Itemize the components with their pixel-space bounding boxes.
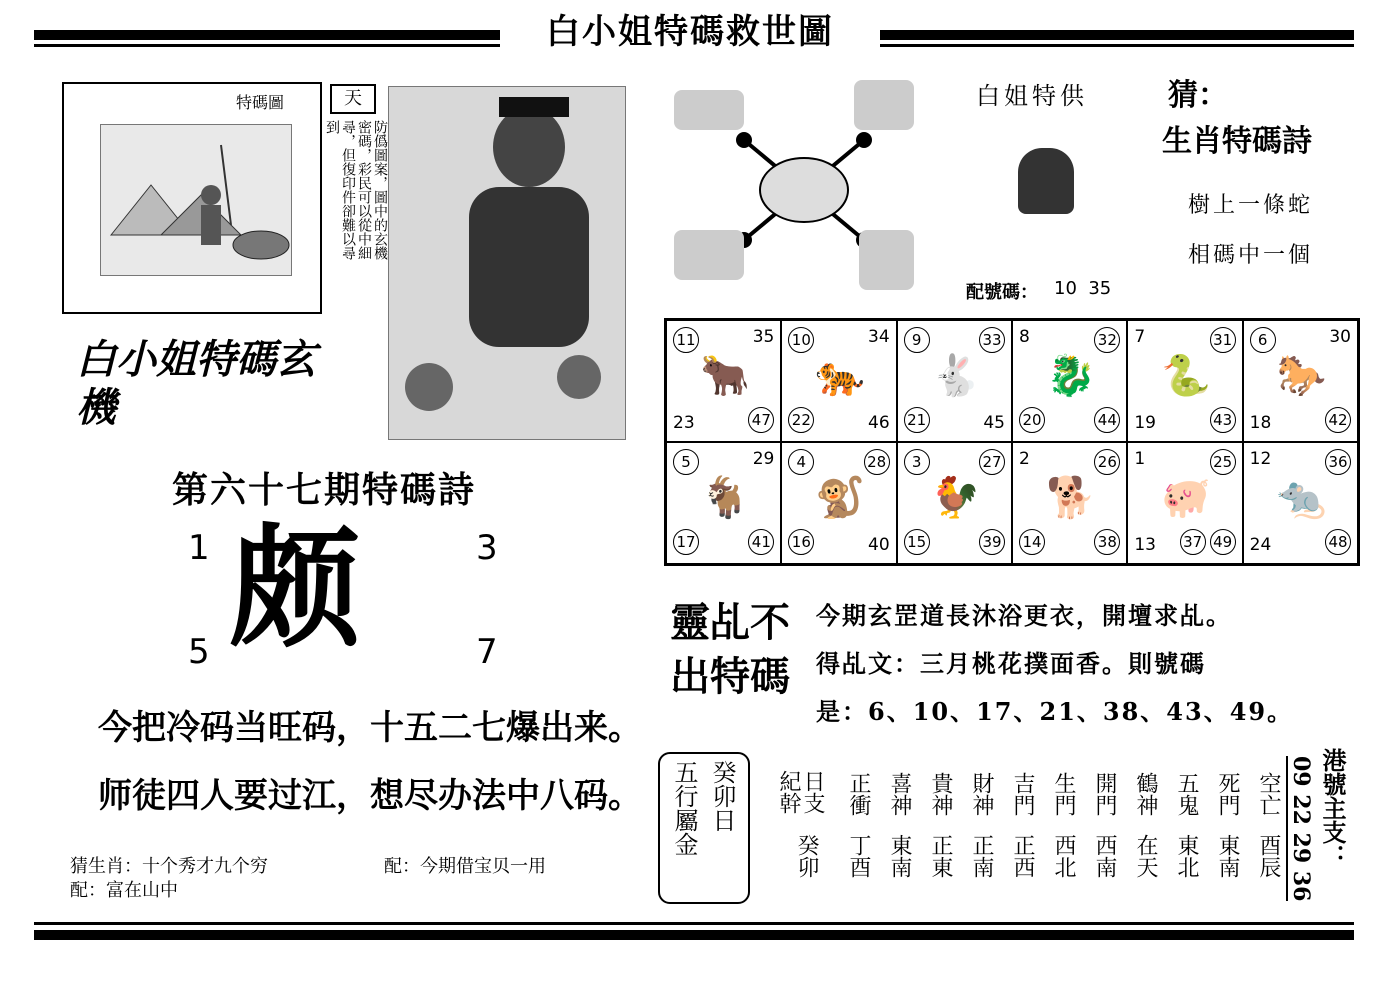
- gods-direction: 丁酉: [846, 834, 871, 878]
- gods-name: 正衝: [846, 772, 871, 816]
- gods-name: 開門: [1092, 772, 1117, 816]
- zodiac-number: 47: [748, 407, 774, 433]
- zodiac-number: 40: [868, 535, 890, 555]
- guess-pair-line: 配：今期借宝贝一用: [384, 856, 546, 877]
- footer-bar-thick: [34, 930, 1354, 940]
- picture-label: 特碼圖: [236, 93, 285, 112]
- zodiac-cell: [1243, 320, 1358, 442]
- zodiac-cell: [666, 320, 781, 442]
- page-title: 白小姐特碼救世圖: [500, 8, 880, 56]
- corner-number-1: 1: [188, 528, 210, 568]
- dragon-icon: 🐉: [1046, 353, 1096, 399]
- gods-column: [1213, 764, 1243, 878]
- zodiac-cell: [666, 442, 781, 564]
- gods-name: 財神: [969, 772, 994, 816]
- zodiac-number: 4: [788, 449, 814, 475]
- zodiac-number: 41: [748, 529, 774, 555]
- corner-number-7: 7: [476, 632, 498, 672]
- zodiac-cross-diagram: [664, 80, 924, 300]
- gods-name: 貴神: [928, 772, 953, 816]
- zodiac-cell: [1012, 320, 1127, 442]
- cross-lines-icon: [664, 80, 924, 300]
- verse-line-1: 樹上一條蛇: [1188, 193, 1314, 218]
- gods-column: [1131, 764, 1161, 878]
- zodiac-number: 10: [788, 327, 814, 353]
- snake-icon: 🐍: [1161, 353, 1212, 399]
- zodiac-number: 34: [868, 327, 890, 347]
- pair-number-label: 配號碼：: [966, 282, 1038, 303]
- issue-title: 第六十七期特碼詩: [172, 469, 477, 511]
- corner-number-5: 5: [188, 632, 210, 672]
- guess-label: 猜：: [1168, 78, 1228, 113]
- zodiac-cell: [897, 442, 1012, 564]
- gods-name: 五鬼: [1174, 772, 1199, 816]
- gods-column: [844, 764, 874, 878]
- gods-direction: 正西: [1010, 834, 1035, 878]
- hk-numbers: 09 22 29 36: [1288, 756, 1314, 902]
- hk-label: 港號主支：: [1318, 748, 1347, 868]
- calendar-label-bottom: 日支: [800, 770, 825, 814]
- zodiac-cell: [1127, 320, 1242, 442]
- landscape-illustration: [100, 124, 292, 276]
- gods-column: [1254, 764, 1284, 878]
- tiger-icon: 🐅: [815, 353, 866, 399]
- notice-box: [330, 84, 376, 114]
- zodiac-number: 45: [983, 413, 1005, 433]
- gods-name: 生門: [1051, 772, 1076, 816]
- zodiac-number: 46: [868, 413, 890, 433]
- info-line-3: 是：6、10、17、21、38、43、49。: [816, 697, 1294, 726]
- verse-line-2: 相碼中一個: [1188, 243, 1314, 268]
- goat-icon: 🐐: [700, 475, 750, 521]
- zodiac-number: 32: [1094, 327, 1120, 353]
- zodiac-number: 25: [1210, 449, 1236, 475]
- zodiac-number: 26: [1094, 449, 1120, 475]
- zodiac-number: 20: [1019, 407, 1045, 433]
- zodiac-number: 11: [673, 327, 699, 353]
- anti-copy-notice: 防僞圖案，圖中的玄機密碼，彩民可以從中細尋，但復印件卻難以尋到: [324, 120, 388, 260]
- picture-frame: [62, 82, 322, 314]
- day-box: [658, 752, 750, 904]
- zodiac-number: 13: [1134, 535, 1156, 555]
- zodiac-number: 42: [1325, 407, 1351, 433]
- calendar-label-top: 紀幹: [776, 770, 801, 814]
- zodiac-number: 37: [1180, 529, 1206, 555]
- zodiac-number: 12: [1249, 449, 1272, 469]
- poem-line-1: 今把冷码当旺码，十五二七爆出来。: [98, 708, 642, 748]
- zodiac-number: 24: [1249, 535, 1272, 555]
- zodiac-number: 23: [673, 413, 695, 433]
- zodiac-number: 39: [979, 529, 1005, 555]
- zodiac-number: 7: [1134, 327, 1146, 347]
- guess-zodiac-line: 猜生肖：十个秀才九个穷: [70, 856, 268, 877]
- zodiac-cell: [1243, 442, 1358, 564]
- guess-pair-line-2: 配：富在山中: [70, 880, 178, 901]
- zodiac-number: 17: [673, 529, 699, 555]
- dog-icon: 🐕: [1046, 475, 1096, 521]
- zodiac-number: 43: [1210, 407, 1236, 433]
- zodiac-number: 15: [904, 529, 930, 555]
- gods-column: [1172, 764, 1202, 878]
- gods-name: 空亡: [1256, 772, 1281, 816]
- pig-icon: 🐖: [1161, 475, 1212, 521]
- ox-icon: 🐂: [700, 353, 750, 399]
- zodiac-number: 29: [752, 449, 775, 469]
- zodiac-number: 35: [752, 327, 775, 347]
- supplier-label: 白姐特供: [976, 82, 1088, 110]
- monkey-illustration-icon: [1018, 148, 1074, 214]
- horse-icon: 🐎: [1276, 353, 1327, 399]
- zodiac-number: 2: [1019, 449, 1030, 469]
- gods-name: 喜神: [887, 772, 912, 816]
- footer-bar-thin: [34, 922, 1354, 925]
- zodiac-number: 31: [1210, 327, 1236, 353]
- zodiac-number: 6: [1250, 327, 1276, 353]
- zodiac-cell: [1012, 442, 1127, 564]
- zodiac-number: 9: [904, 327, 930, 353]
- day-text: 癸卯日: [708, 760, 736, 832]
- gods-column: [885, 764, 915, 878]
- gods-column: [926, 764, 956, 878]
- gods-column: [1090, 764, 1120, 878]
- gods-column: [1008, 764, 1038, 878]
- zodiac-number: 3: [904, 449, 930, 475]
- pair-numbers: 10 35: [1054, 278, 1112, 299]
- gods-direction: 西北: [1051, 834, 1076, 878]
- zodiac-cell: [781, 442, 896, 564]
- zodiac-number: 14: [1019, 529, 1045, 555]
- monkey-icon: 🐒: [815, 475, 866, 521]
- zodiac-poem-title: 生肖特碼詩: [1162, 124, 1312, 159]
- gods-direction: 西南: [1092, 834, 1117, 878]
- gods-table: [844, 764, 1284, 878]
- five-elements-text: 五行屬金: [670, 760, 698, 856]
- rat-icon: 🐀: [1276, 475, 1327, 521]
- zodiac-number: 48: [1325, 529, 1351, 555]
- zodiac-number: 16: [788, 529, 814, 555]
- gods-name: 吉門: [1010, 772, 1035, 816]
- gods-column: [1049, 764, 1079, 878]
- zodiac-cell: [781, 320, 896, 442]
- zodiac-number: 30: [1329, 327, 1351, 347]
- info-line-2: 得乩文：三月桃花撲面香。則號碼: [816, 649, 1206, 678]
- gods-direction: 正南: [969, 834, 994, 878]
- zodiac-cell: [897, 320, 1012, 442]
- zodiac-number: 44: [1094, 407, 1120, 433]
- zodiac-cell: [1127, 442, 1242, 564]
- zodiac-number: 33: [979, 327, 1005, 353]
- zodiac-number: 21: [904, 407, 930, 433]
- gods-direction: 東南: [1215, 834, 1240, 878]
- gods-name: 鶴神: [1133, 772, 1158, 816]
- zodiac-number: 36: [1325, 449, 1351, 475]
- poem-line-2: 师徒四人要过江，想尽办法中八码。: [98, 776, 642, 816]
- notice-box-text: 天: [344, 88, 362, 109]
- gods-direction: 東南: [887, 834, 912, 878]
- zodiac-number: 1: [1134, 449, 1146, 469]
- zodiac-number: 22: [788, 407, 814, 433]
- zodiac-number: 8: [1019, 327, 1030, 347]
- corner-number-3: 3: [476, 528, 498, 568]
- zodiac-number: 5: [673, 449, 699, 475]
- zodiac-number: 49: [1210, 529, 1236, 555]
- gods-direction: 正東: [928, 834, 953, 878]
- zodiac-number-grid: [664, 318, 1360, 566]
- spirit-writing-stamp: 靈乩不出特碼: [670, 599, 790, 700]
- info-line-1: 今期玄罡道長沐浴更衣，開壇求乩。: [816, 601, 1232, 630]
- gods-column: [967, 764, 997, 878]
- zodiac-number: 18: [1249, 413, 1272, 433]
- gods-name: 死門: [1215, 772, 1240, 816]
- mountain-icon: [101, 125, 291, 275]
- zodiac-number: 27: [979, 449, 1005, 475]
- rabbit-icon: 🐇: [930, 353, 981, 399]
- zodiac-number: 28: [864, 449, 890, 475]
- deity-figure-icon: [389, 87, 625, 439]
- deity-illustration: [388, 86, 626, 440]
- brand-logo: 白小姐特碼玄機: [76, 336, 316, 431]
- big-character: 颇: [230, 512, 361, 665]
- gods-direction: 在天: [1133, 834, 1158, 878]
- gods-direction: 酉辰: [1256, 834, 1281, 878]
- gods-direction: 東北: [1174, 834, 1199, 878]
- zodiac-number: 38: [1094, 529, 1120, 555]
- zodiac-number: 19: [1134, 413, 1156, 433]
- rooster-icon: 🐓: [930, 475, 981, 521]
- calendar-extra: 癸卯: [794, 834, 819, 878]
